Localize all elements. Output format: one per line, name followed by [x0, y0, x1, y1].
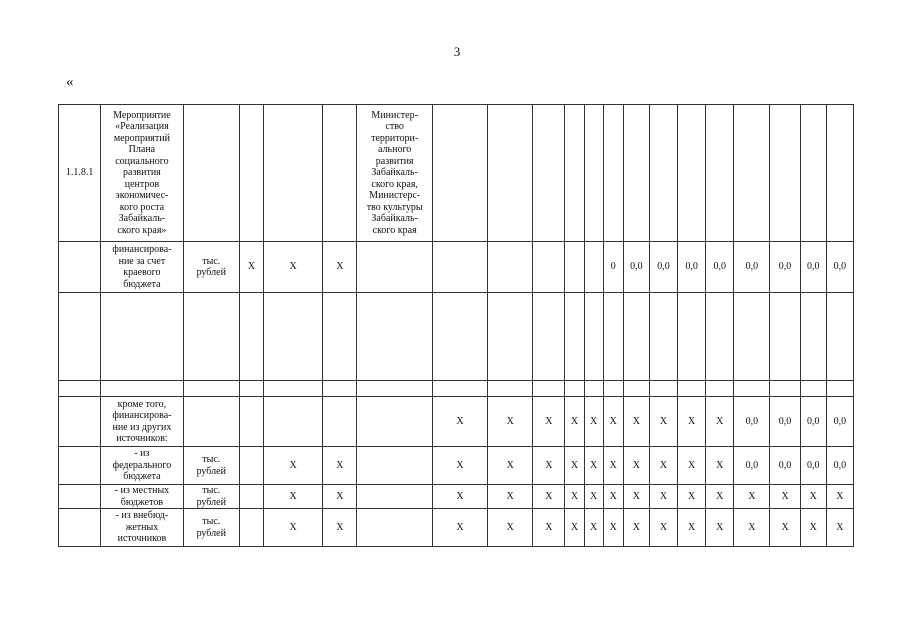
text-line: финансирова- — [112, 410, 172, 421]
value-cell: Х — [603, 447, 623, 485]
value-cell: Х — [584, 447, 603, 485]
cell: Х — [264, 509, 323, 547]
text-line: жетных — [125, 521, 159, 533]
text-line: тыс. — [202, 485, 221, 496]
text-line: социального — [115, 155, 169, 167]
value-cell: Х — [678, 509, 706, 547]
value-cell: Х — [734, 509, 770, 547]
value-cell: 0,0 — [734, 397, 770, 447]
value-cell — [533, 242, 565, 293]
other-sources-label — [101, 397, 183, 447]
value-cell: Х — [678, 397, 706, 447]
value-cell: Х — [800, 485, 826, 509]
text-line: ского края — [372, 224, 417, 236]
cell: Х — [323, 509, 357, 547]
value-cell: Х — [533, 509, 565, 547]
unit-label — [183, 447, 239, 485]
table-row — [59, 293, 854, 381]
value-cell: Х — [533, 485, 565, 509]
cell: Х — [323, 242, 357, 293]
value-cell: Х — [826, 509, 853, 547]
value-cell — [565, 242, 584, 293]
value-cell: 0,0 — [800, 397, 826, 447]
text-line: бюджетов — [120, 496, 164, 508]
value-cell: Х — [649, 509, 677, 547]
table-row — [59, 485, 854, 509]
value-cell: 0 — [603, 242, 623, 293]
text-line: центров — [124, 178, 160, 190]
event-name — [101, 105, 183, 242]
value-cell: Х — [565, 509, 584, 547]
value-cell: Х — [800, 509, 826, 547]
text-line: - из — [134, 448, 150, 460]
value-cell: Х — [584, 509, 603, 547]
text-line: рублей — [196, 527, 226, 539]
value-cell: Х — [488, 485, 533, 509]
value-cell: Х — [432, 509, 487, 547]
value-cell: 0,0 — [800, 242, 826, 293]
text-line: ние за счет — [118, 255, 166, 267]
text-line: кроме того, — [117, 398, 167, 410]
value-cell: 0,0 — [826, 397, 853, 447]
federal-budget-label — [101, 447, 183, 485]
value-cell: 0,0 — [826, 242, 853, 293]
value-cell: 0,0 — [770, 242, 800, 293]
value-cell: Х — [432, 397, 487, 447]
value-cell: Х — [584, 397, 603, 447]
text-line: территори- — [371, 132, 419, 144]
value-cell: Х — [649, 397, 677, 447]
value-cell: Х — [678, 447, 706, 485]
value-cell: Х — [678, 485, 706, 509]
cell: Х — [264, 242, 323, 293]
value-cell: Х — [488, 397, 533, 447]
value-cell: Х — [432, 447, 487, 485]
value-cell: Х — [649, 485, 677, 509]
value-cell: 0,0 — [706, 242, 734, 293]
value-cell: Х — [488, 509, 533, 547]
value-cell: Х — [734, 485, 770, 509]
value-cell: 0,0 — [800, 447, 826, 485]
text-line: Министерс- — [369, 190, 421, 202]
text-line: финансирова- — [112, 244, 172, 255]
value-cell: 0,0 — [826, 447, 853, 485]
value-cell: Х — [770, 485, 800, 509]
value-cell: 0,0 — [734, 447, 770, 485]
text-line: тыс. — [202, 454, 221, 465]
text-line: ние из других — [112, 421, 172, 433]
table-row — [59, 447, 854, 485]
text-line: тыс. — [202, 516, 221, 527]
text-line: «Реализация — [115, 121, 169, 133]
text-line: ского края» — [117, 224, 167, 236]
value-cell: 0,0 — [649, 242, 677, 293]
value-cell — [488, 242, 533, 293]
value-cell — [432, 242, 487, 293]
text-line: тыс. — [202, 255, 221, 267]
text-line: развития — [123, 167, 161, 179]
value-cell: Х — [565, 485, 584, 509]
cell: Х — [239, 242, 263, 293]
value-cell: 0,0 — [678, 242, 706, 293]
text-line: рублей — [196, 465, 226, 477]
value-cell: 0,0 — [734, 242, 770, 293]
text-line: источников — [117, 533, 167, 545]
unit-label — [183, 509, 239, 547]
value-cell: Х — [603, 509, 623, 547]
cell: Х — [323, 485, 357, 509]
text-line: развития — [375, 155, 414, 167]
text-line: экономичес- — [115, 190, 169, 202]
value-cell: Х — [565, 447, 584, 485]
value-cell: Х — [706, 485, 734, 509]
text-line: источников: — [116, 433, 168, 444]
value-cell: Х — [706, 509, 734, 547]
event-code: 1.1.8.1 — [59, 105, 101, 242]
unit-label — [183, 242, 239, 293]
cell: Х — [264, 485, 323, 509]
value-cell: Х — [623, 485, 649, 509]
text-line: кого роста — [119, 201, 165, 213]
local-budgets-label — [101, 485, 183, 509]
cell: Х — [323, 447, 357, 485]
text-line: - из внебюд- — [115, 510, 169, 522]
value-cell: Х — [623, 509, 649, 547]
budget-table — [58, 104, 854, 547]
text-line: ального — [378, 144, 412, 156]
responsible-ministries — [357, 105, 432, 242]
value-cell: Х — [623, 447, 649, 485]
value-cell: Х — [706, 447, 734, 485]
cell: Х — [264, 447, 323, 485]
value-cell: Х — [770, 509, 800, 547]
text-line: краевого — [123, 267, 161, 278]
value-cell: Х — [565, 397, 584, 447]
value-cell — [584, 242, 603, 293]
value-cell: Х — [488, 447, 533, 485]
unit-label — [183, 485, 239, 509]
value-cell: Х — [623, 397, 649, 447]
text-line: рублей — [196, 496, 226, 508]
text-line: Мероприятие — [113, 109, 171, 121]
value-cell: Х — [584, 485, 603, 509]
page-number: 3 — [453, 44, 461, 59]
text-line: рублей — [196, 267, 226, 278]
text-line: тво культуры — [366, 201, 423, 213]
text-line: ского края, — [371, 178, 418, 190]
table-row — [59, 381, 854, 397]
value-cell: 0,0 — [770, 447, 800, 485]
value-cell: Х — [603, 485, 623, 509]
text-line: Забайкаль- — [371, 167, 418, 179]
value-cell: Х — [533, 397, 565, 447]
value-cell: 0,0 — [770, 397, 800, 447]
table-row — [59, 397, 854, 447]
text-line: Плана — [128, 144, 156, 156]
text-line: - из местных — [114, 485, 170, 496]
value-cell: 0,0 — [623, 242, 649, 293]
regional-budget-label — [101, 242, 183, 293]
value-cell: Х — [649, 447, 677, 485]
extrabudgetary-label — [101, 509, 183, 547]
text-line: Забайкаль- — [118, 213, 166, 225]
text-line: Министер- — [371, 109, 418, 121]
value-cell: Х — [533, 447, 565, 485]
text-line: мероприятий — [113, 132, 170, 144]
text-line: ство — [385, 121, 404, 133]
table-row — [59, 242, 854, 293]
value-cell: Х — [603, 397, 623, 447]
opening-quote: « — [66, 74, 74, 90]
value-cell: Х — [432, 485, 487, 509]
value-cell: Х — [826, 485, 853, 509]
text-line: бюджета — [123, 471, 161, 483]
value-cell: Х — [706, 397, 734, 447]
table-row — [59, 509, 854, 547]
text-line: бюджета — [123, 278, 161, 290]
text-line: федерального — [112, 459, 172, 471]
text-line: Забайкаль- — [371, 213, 418, 225]
table-row — [59, 105, 854, 242]
